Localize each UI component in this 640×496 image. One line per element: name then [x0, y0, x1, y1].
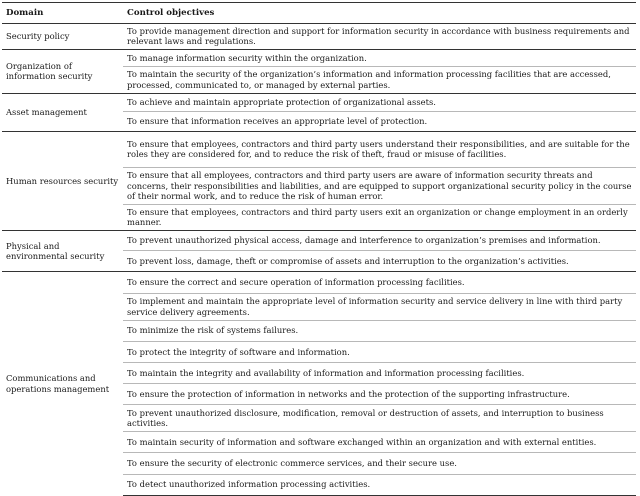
control-objectives-table: [2, 2, 636, 496]
domain-cell: Organization of information security: [2, 49, 123, 93]
domain-cell: Communications and operations management: [2, 272, 123, 496]
domain-cell: Human resources security: [2, 131, 123, 230]
objective-cell: To manage information security within the organization.: [123, 49, 636, 66]
table-header-row: [2, 3, 636, 24]
objective-cell: To protect the integrity of software and information.: [123, 341, 636, 362]
table-row: [2, 231, 636, 251]
objective-cell: To prevent loss, damage, theft or compromise of assets and interruption to the organization’s activities.: [123, 250, 636, 272]
objective-cell: To minimize the risk of systems failures.: [123, 320, 636, 341]
objective-cell: To detect unauthorized information processing activities.: [123, 474, 636, 495]
objective-cell: To implement and maintain the appropriate level of information security and service delivery in line with third party service delivery agreements.: [123, 293, 636, 320]
table-row: [2, 272, 636, 293]
table-row: [2, 23, 636, 49]
objective-cell: To achieve and maintain appropriate protection of organizational assets.: [123, 93, 636, 111]
header-domain: Domain: [2, 3, 123, 24]
domain-cell: Security policy: [2, 23, 123, 49]
objective-cell: To ensure the protection of information in networks and the protection of the supporting infrastructure.: [123, 384, 636, 405]
objective-cell: To ensure that all employees, contractors and third party users are aware of information security threats and concerns, their responsibilities and liabilities, and are equipped to support organizational security policy in the course of their normal work, and to reduce the risk of human error.: [123, 168, 636, 205]
objective-cell: To ensure that information receives an appropriate level of protection.: [123, 111, 636, 131]
objective-cell: To ensure the correct and secure operation of information processing facilities.: [123, 272, 636, 293]
domain-cell: Asset management: [2, 93, 123, 131]
table-row: [2, 93, 636, 111]
objective-cell: To maintain security of information and software exchanged within an organization and with external entities.: [123, 432, 636, 453]
table-row: [2, 49, 636, 66]
objective-cell: To provide management direction and support for information security in accordance with business requirements and relevant laws and regulations.: [123, 23, 636, 49]
objective-cell: To prevent unauthorized disclosure, modification, removal or destruction of assets, and interruption to business activities.: [123, 405, 636, 432]
header-control-objectives: Control objectives: [123, 3, 636, 24]
objective-cell: To prevent unauthorized physical access, damage and interference to organization’s premises and information.: [123, 231, 636, 251]
table-row: [2, 131, 636, 168]
objective-cell: To maintain the security of the organization’s information and information processing facilities that are accessed, processed, communicated to, or managed by external parties.: [123, 66, 636, 93]
objective-cell: To ensure that employees, contractors and third party users understand their responsibilities, and are suitable for the roles they are considered for, and to reduce the risk of theft, fraud or misuse of facilities.: [123, 131, 636, 168]
objective-cell: To maintain the integrity and availability of information and information processing facilities.: [123, 362, 636, 383]
objective-cell: To ensure that employees, contractors and third party users exit an organization or change employment in an orderly manner.: [123, 204, 636, 230]
objective-cell: To ensure the security of electronic commerce services, and their secure use.: [123, 453, 636, 474]
domain-cell: Physical and environmental security: [2, 231, 123, 272]
